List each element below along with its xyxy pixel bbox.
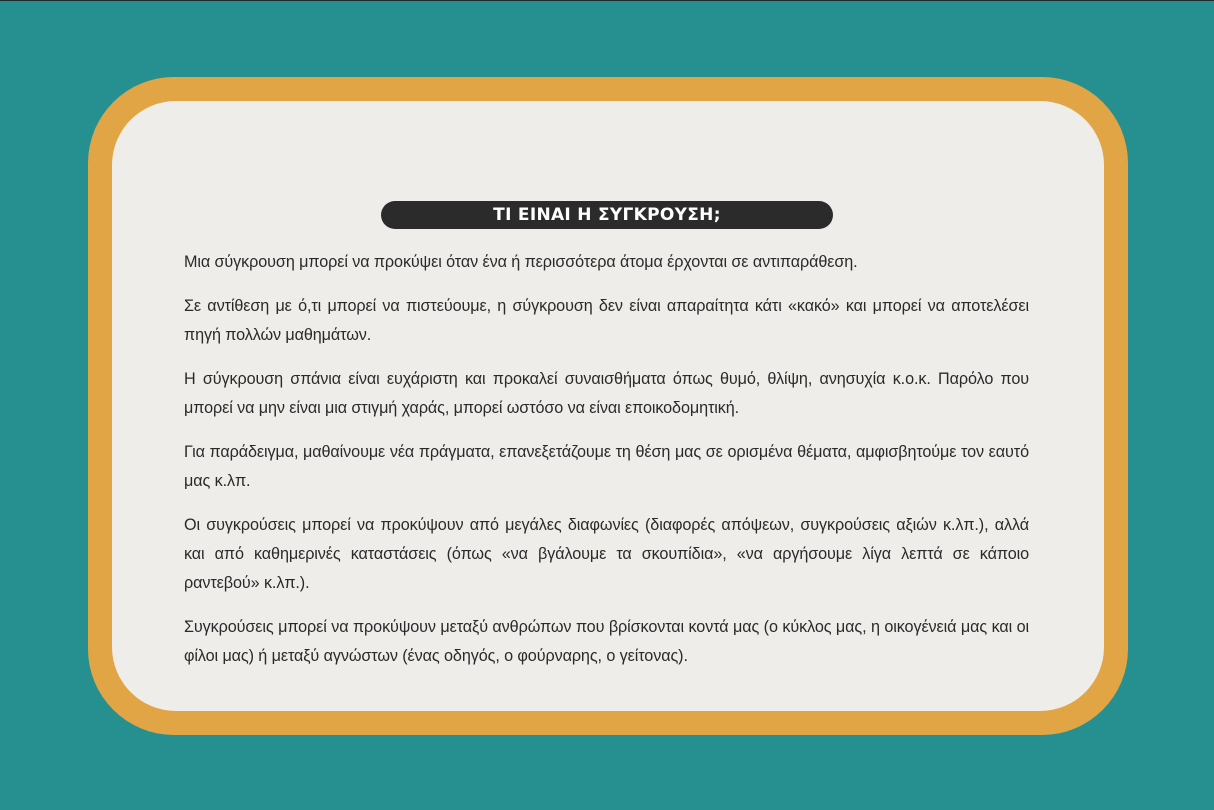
paragraph-3: Η σύγκρουση σπάνια είναι ευχάριστη και προκαλεί συναισθήματα όπως θυμό, θλίψη, ανησυχία κ.ο.κ. Παρόλο που μπορεί να μην είναι μια στιγμή χαράς, μπορεί ωστόσο να είναι εποικοδομητική. [184, 370, 1029, 417]
paragraph-5: Οι συγκρούσεις μπορεί να προκύψουν από μεγάλες διαφωνίες (διαφορές απόψεων, συγκρούσεις αξιών κ.λπ.), αλλά και από καθημερινές καταστάσεις (όπως «να βγάλουμε τα σκουπίδια», «να αργήσουμε λίγα λεπτά σε κάποιο ραντεβού» κ.λπ.). [184, 516, 1029, 592]
body-text [184, 248, 1029, 686]
paragraph-2: Σε αντίθεση με ό,τι μπορεί να πιστεύουμε, η σύγκρουση δεν είναι απαραίτητα κάτι «κακό» και μπορεί να αποτελέσει πηγή πολλών μαθημάτων. [184, 297, 1029, 344]
paragraph-6: Συγκρούσεις μπορεί να προκύψουν μεταξύ ανθρώπων που βρίσκονται κοντά μας (ο κύκλος μας, η οικογένειά μας και οι φίλοι μας) ή μεταξύ αγνώστων (ένας οδηγός, ο φούρναρης, ο γείτονας). [184, 618, 1029, 665]
paragraph-4: Για παράδειγμα, μαθαίνουμε νέα πράγματα, επανεξετάζουμε τη θέση μας σε ορισμένα θέματα, αμφισβητούμε τον εαυτό μας κ.λπ. [184, 443, 1029, 490]
section-title: ΤΙ ΕΙΝΑΙ Η ΣΥΓΚΡΟΥΣΗ; [381, 201, 833, 229]
top-border-line [0, 0, 1214, 1]
paragraph-1: Μια σύγκρουση μπορεί να προκύψει όταν ένα ή περισσότερα άτομα έρχονται σε αντιπαράθεση. [184, 253, 858, 271]
